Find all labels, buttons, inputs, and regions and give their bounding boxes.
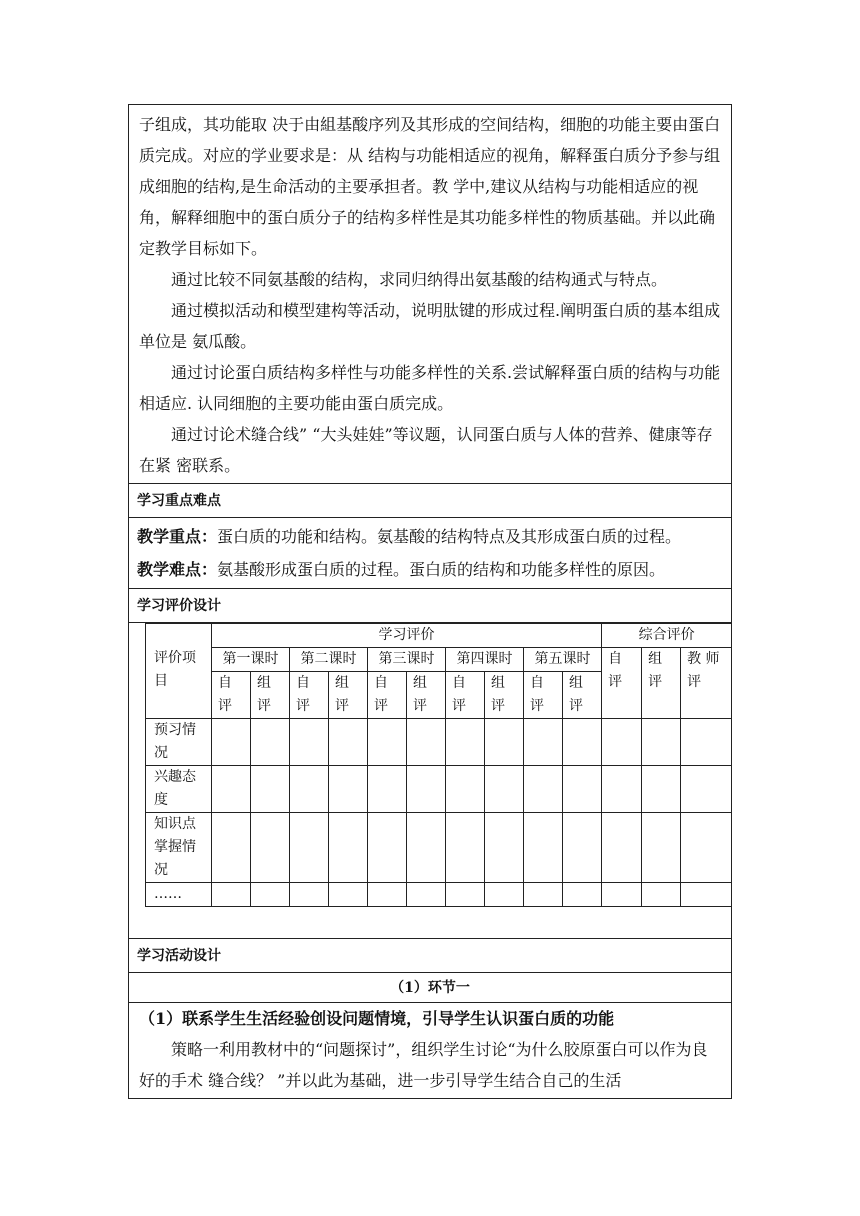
group-eval-header: 组评 bbox=[329, 672, 368, 719]
self-eval-header: 自评 bbox=[212, 672, 251, 719]
group-overall-header: 综合评价 bbox=[602, 624, 732, 648]
row-label: 兴趣态度 bbox=[146, 766, 212, 813]
difficulty-text: 氨基酸形成蛋白质的过程。蛋白质的结构和功能多样性的原因。 bbox=[217, 560, 666, 579]
table-row bbox=[146, 719, 732, 766]
group-eval-header: 组评 bbox=[407, 672, 446, 719]
key-points-heading: 学习重点难点 bbox=[129, 483, 731, 517]
lesson-header: 第三课时 bbox=[368, 648, 446, 672]
self-eval-header: 自评 bbox=[446, 672, 485, 719]
lesson-header: 第一课时 bbox=[212, 648, 290, 672]
lesson-plan-table bbox=[128, 104, 732, 1099]
evaluation-table bbox=[145, 623, 732, 907]
overall-self-header: 自评 bbox=[602, 648, 642, 719]
lesson-header: 第二课时 bbox=[290, 648, 368, 672]
group-learning-header: 学习评价 bbox=[212, 624, 602, 648]
lesson-header: 第五课时 bbox=[524, 648, 602, 672]
objective-1: 通过比较不同氨基酸的结构，求同归纳得出氨基酸的结构通式与特点。 bbox=[171, 270, 668, 289]
overall-group-header: 组评 bbox=[642, 648, 681, 719]
item-header: 评价项目 bbox=[146, 624, 212, 719]
objective-2: 通过模拟活动和模型建构等活动，说明肽键的形成过程.阐明蛋白质的基本组成单位是 氨瓜酸。 bbox=[139, 301, 721, 351]
activity-heading: 学习活动设计 bbox=[129, 938, 731, 972]
row-label: 知识点掌握情况 bbox=[146, 813, 212, 883]
difficulty-label: 教学难点： bbox=[137, 560, 218, 579]
evaluation-heading: 学习评价设计 bbox=[129, 588, 731, 622]
self-eval-header: 自评 bbox=[290, 672, 329, 719]
table-row bbox=[146, 766, 732, 813]
focus-text: 蛋白质的功能和结构。氨基酸的结构特点及其形成蛋白质的过程。 bbox=[217, 527, 682, 546]
key-points-cell bbox=[129, 517, 731, 588]
objectives-cell bbox=[129, 105, 731, 483]
objective-4: 通过讨论术缝合线” “大头娃娃”等议题，认同蛋白质与人体的营养、健康等存在紧 密联系。 bbox=[139, 425, 713, 475]
activity-content bbox=[129, 1002, 731, 1098]
objective-3: 通过讨论蛋白质结构多样性与功能多样性的关系.尝试解释蛋白质的结构与功能相适应. 认同细胞的主要功能由蛋白质完成。 bbox=[139, 363, 721, 413]
activity-section-title: （1）环节一 bbox=[129, 972, 731, 1002]
evaluation-cell bbox=[129, 622, 731, 938]
teaching-focus bbox=[129, 520, 731, 553]
activity-subtitle: （1）联系学生生活经验创设问题情境，引导学生认识蛋白质的功能 bbox=[139, 1009, 615, 1028]
self-eval-header: 自评 bbox=[524, 672, 563, 719]
group-eval-header: 组评 bbox=[251, 672, 290, 719]
group-eval-header: 组评 bbox=[563, 672, 602, 719]
table-row bbox=[146, 883, 732, 907]
focus-label: 教学重点： bbox=[137, 527, 218, 546]
activity-paragraph: 策略一利用教材中的“问题探讨”，组织学生讨论“为什么胶原蛋白可以作为良好的手术 缝合线？ ”并以此为基础，进一步引导学生结合自己的生活 bbox=[139, 1040, 708, 1090]
overall-teacher-header: 教 师评 bbox=[681, 648, 732, 719]
teaching-difficulty bbox=[129, 553, 731, 586]
table-row bbox=[146, 813, 732, 883]
lesson-header: 第四课时 bbox=[446, 648, 524, 672]
row-label: …… bbox=[146, 883, 212, 907]
row-label: 预习情况 bbox=[146, 719, 212, 766]
intro-paragraph: 子组成，其功能取 决于由組基酸序列及其形成的空间结构，细胞的功能主要由蛋白质完成。对应的学业要求是：从 结构与功能相适应的视角，解释蛋白质分予参与组成细胞的结构,是生命活动的主要承担者。教 学中,建议从结构与功能相适应的视角，解释细胞中的蛋白质分子的结构多样性是其功能多样性的物质基础。并以此确定教学目标如下。 bbox=[139, 115, 721, 258]
group-eval-header: 组评 bbox=[485, 672, 524, 719]
self-eval-header: 自评 bbox=[368, 672, 407, 719]
